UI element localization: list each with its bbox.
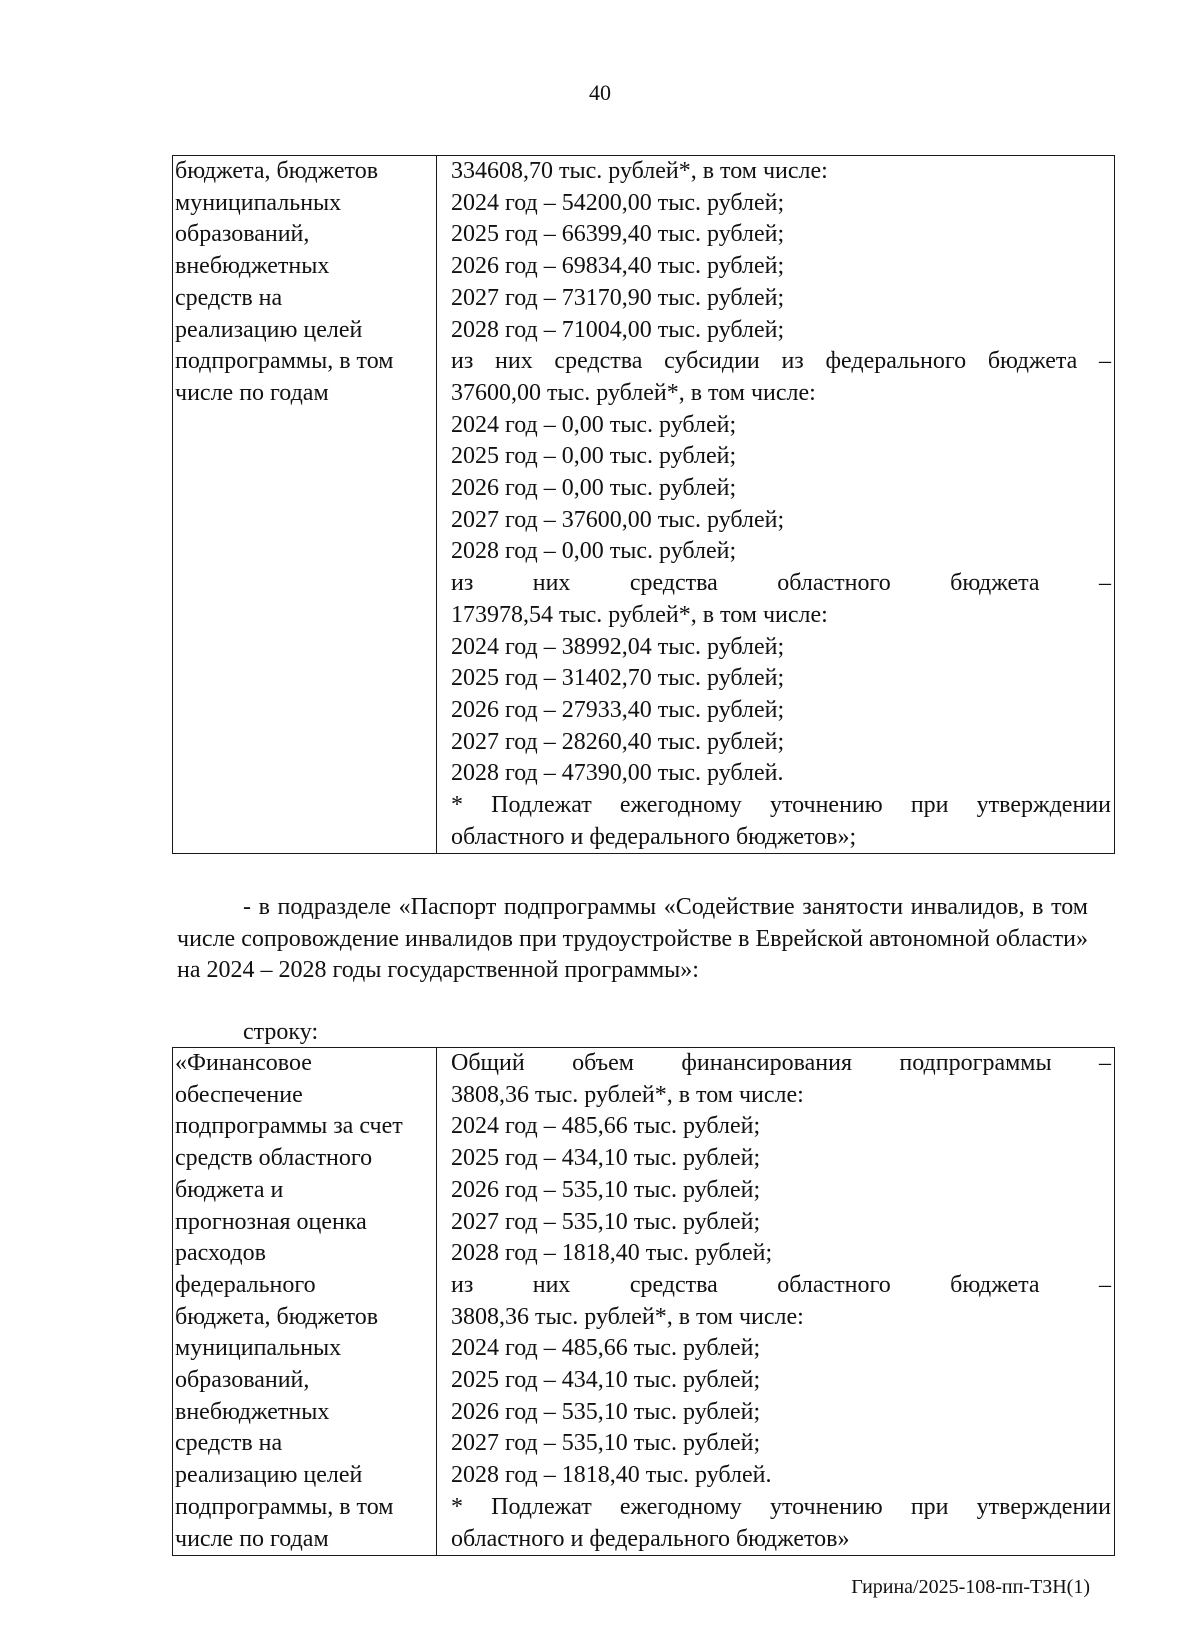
text-line: реализацию целей: [175, 1462, 363, 1489]
text-line: 2026 год – 0,00 тыс. рублей;: [451, 475, 737, 502]
text-line: * Подлежат ежегодному уточнению при утверждении: [451, 792, 1111, 819]
text-line: Общий объем финансирования подпрограммы –: [451, 1050, 1111, 1076]
text-line: 2025 год – 66399,40 тыс. рублей;: [451, 221, 785, 248]
text-line: средств на: [175, 1430, 283, 1457]
row-value-cell: [437, 1048, 1115, 1556]
text-line: 2027 год – 535,10 тыс. рублей;: [451, 1430, 761, 1457]
text-line: подпрограммы за счет: [175, 1113, 403, 1140]
text-line: 2028 год – 0,00 тыс. рублей;: [451, 538, 737, 565]
text-line: муниципальных: [175, 1335, 342, 1362]
table-row: [173, 156, 1115, 854]
text-line: 2025 год – 31402,70 тыс. рублей;: [451, 665, 785, 692]
subprogram-financing-table: [172, 1047, 1115, 1556]
text-line: 2025 год – 434,10 тыс. рублей;: [451, 1367, 761, 1394]
text-line: прогнозная оценка: [175, 1208, 367, 1235]
text-line: бюджета, бюджетов: [175, 1303, 379, 1330]
text-line: из них средства областного бюджета –: [451, 1271, 1111, 1298]
row-label-cell: [173, 156, 437, 854]
text-line: * Подлежат ежегодному уточнению при утверждении: [451, 1493, 1111, 1520]
text-line: 2026 год – 535,10 тыс. рублей;: [451, 1176, 761, 1203]
text-line: 37600,00 тыс. рублей*, в том числе:: [451, 379, 816, 406]
text-line: внебюджетных: [175, 253, 330, 280]
text-line: 2024 год – 38992,04 тыс. рублей;: [451, 633, 785, 660]
text-line: подпрограммы, в том: [175, 1493, 394, 1520]
text-line: из них средства субсидии из федерального бюджета –: [451, 348, 1111, 375]
text-line: 2028 год – 71004,00 тыс. рублей;: [451, 316, 785, 343]
text-line: 2026 год – 69834,40 тыс. рублей;: [451, 253, 785, 280]
text-line: 2026 год – 27933,40 тыс. рублей;: [451, 696, 785, 723]
text-line: 2025 год – 434,10 тыс. рублей;: [451, 1145, 761, 1172]
document-code: Гирина/2025-108-пп-ТЗН(1): [851, 1576, 1090, 1598]
text-line: федерального: [175, 1271, 316, 1298]
text-line: 2024 год – 0,00 тыс. рублей;: [451, 411, 737, 438]
text-line: 2028 год – 1818,40 тыс. рублей;: [451, 1240, 773, 1267]
text-line: 3808,36 тыс. рублей*, в том числе:: [451, 1303, 804, 1330]
text-line: реализацию целей: [175, 316, 363, 343]
text-line: числе по годам: [175, 379, 329, 406]
text-line: областного и федерального бюджетов»: [451, 1525, 850, 1552]
page-number: 40: [589, 80, 611, 105]
text-line: 2028 год – 1818,40 тыс. рублей.: [451, 1462, 772, 1489]
financing-table-continued: [172, 155, 1115, 854]
text-line: подпрограммы, в том: [175, 348, 394, 375]
text-line: 2027 год – 28260,40 тыс. рублей;: [451, 728, 785, 755]
text-line: внебюджетных: [175, 1398, 330, 1425]
text-line: бюджета и: [175, 1176, 284, 1203]
text-line: бюджета, бюджетов: [175, 158, 379, 184]
text-line: 173978,54 тыс. рублей*, в том числе:: [451, 601, 828, 628]
text-line: числе по годам: [175, 1525, 329, 1552]
text-line: 334608,70 тыс. рублей*, в том числе:: [451, 158, 828, 184]
text-line: средств на: [175, 284, 283, 311]
text-line: 2025 год – 0,00 тыс. рублей;: [451, 443, 737, 470]
text-line: 2027 год – 73170,90 тыс. рублей;: [451, 284, 785, 311]
table-row: [173, 1048, 1115, 1556]
text-line: 2027 год – 535,10 тыс. рублей;: [451, 1208, 761, 1235]
text-line: средств областного: [175, 1145, 373, 1172]
text-line: 3808,36 тыс. рублей*, в том числе:: [451, 1081, 804, 1108]
text-line: 2028 год – 47390,00 тыс. рублей.: [451, 760, 784, 787]
row-label-cell: [173, 1048, 437, 1556]
text-line: «Финансовое: [175, 1050, 312, 1076]
row-intro-text: строку:: [243, 1019, 319, 1045]
text-line: образований,: [175, 221, 310, 248]
text-line: 2027 год – 37600,00 тыс. рублей;: [451, 506, 785, 533]
text-line: образований,: [175, 1367, 310, 1394]
text-line: из них средства областного бюджета –: [451, 570, 1111, 597]
text-line: обеспечение: [175, 1081, 303, 1108]
text-line: расходов: [175, 1240, 266, 1267]
text-line: 2026 год – 535,10 тыс. рублей;: [451, 1398, 761, 1425]
text-line: 2024 год – 485,66 тыс. рублей;: [451, 1335, 761, 1362]
text-line: муниципальных: [175, 189, 342, 216]
row-value-cell: [437, 156, 1115, 854]
text-line: 2024 год – 485,66 тыс. рублей;: [451, 1113, 761, 1140]
amendment-paragraph: - в подразделе «Паспорт подпрограммы «Содействие занятости инвалидов, в том числе сопровождение инвалидов при трудоустройстве в Еврейской автономной области» на 2024 – 2028 годы государственной программы»:: [177, 894, 1088, 984]
text-line: областного и федерального бюджетов»;: [451, 823, 857, 850]
text-line: 2024 год – 54200,00 тыс. рублей;: [451, 189, 785, 216]
